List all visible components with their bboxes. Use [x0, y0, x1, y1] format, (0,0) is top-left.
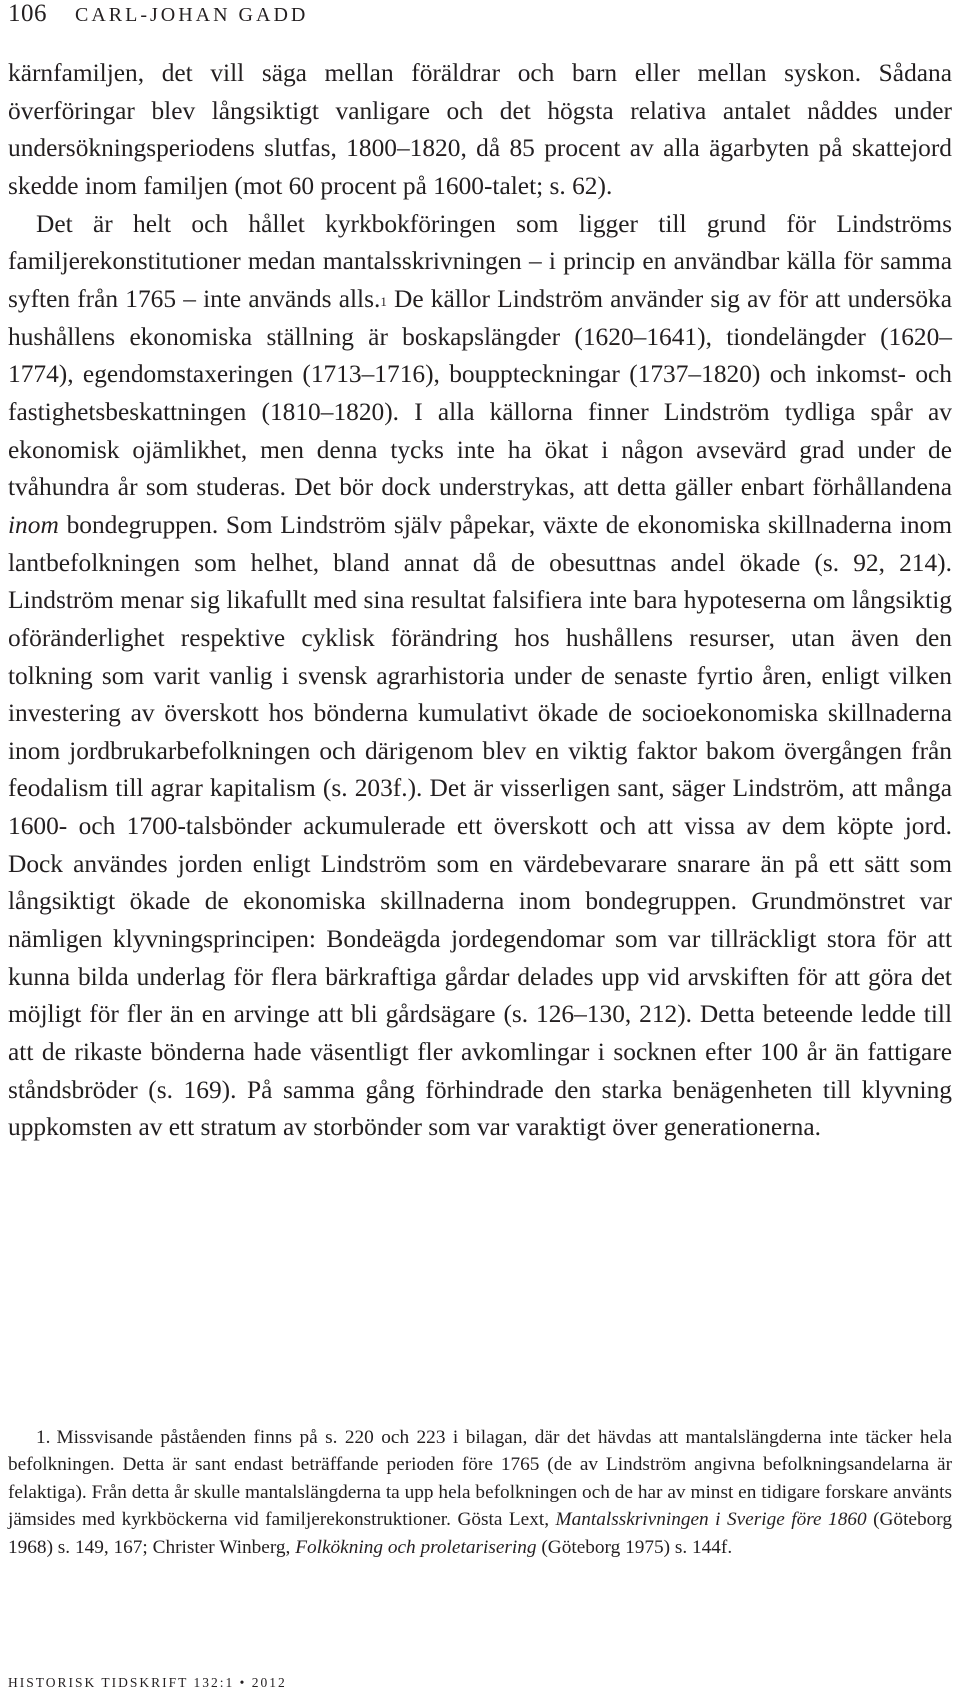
footnotes	[8, 1424, 952, 1561]
footnote-text-3: (Göteborg 1975) s. 144f.	[536, 1536, 733, 1558]
running-author: CARL-JOHAN GADD	[75, 4, 309, 26]
running-header	[8, 0, 308, 34]
footnote-title-1: Mantalsskrivningen i Sverige före 1860	[555, 1509, 867, 1531]
paragraph-2-part-1: Det är helt och hållet kyrkbokföringen som ligger till grund för Lindströms familjerekonstitutioner medan mantalsskrivningen – i princip en användbar källa för samma syften från 1765 – inte används alls.	[8, 209, 952, 313]
paragraph-2	[8, 206, 952, 1147]
page-number: 106	[8, 0, 47, 27]
paragraph-1: kärnfamiljen, det vill säga mellan föräldrar och barn eller mellan syskon. Sådana överföringar blev långsiktigt vanligare och det högsta relativa antalet nåddes under undersökningsperiodens slutfas, 1800–1820, då 85 procent av alla ägarbyten på skattejord skedde inom familjen (mot 60 procent på 1600-talet; s. 62).	[8, 59, 952, 200]
paragraph-2-part-3: bondegruppen. Som Lindström själv påpekar, växte de ekonomiska skillnaderna inom lantbefolkningen som helhet, bland annat då de obesuttnas andel ökade (s. 92, 214). Lindström menar sig likafullt med sina resultat falsifiera inte bara hypoteserna om långsiktig oföränderlighet respektive cyklisk förändring hos hushållens resurser, utan även den tolkning som varit vanlig i svensk agrarhistoria under de senaste fyrtio åren, enligt vilken investering av överskott hos bönderna kumulativt ökade de socioekonomiska skillnaderna inom jordbrukarbefolkningen och därigenom blev en viktig faktor bakom övergången från feodalism till agrar kapitalism (s. 203f.). Det är visserligen sant, säger Lindström, att många 1600- och 1700-talsbönder ackumulerade ett överskott och att vissa av dem köpte jord. Dock användes jorden enligt Lindström som en värdebevarare snarare än på ett sätt som långsiktigt ökade de ekonomiska skillnaderna inom bondegruppen. Grundmönstret var nämligen klyvningsprincipen: Bondeägda jordegendomar som var tillräckligt stora för att kunna bilda underlag för flera bärkraftiga gårdar delades upp vid arvskiften för att göra det möjligt för fler än en arvinge att bli gårdsägare (s. 126–130, 212). Detta beteende ledde till att de rikaste bönderna hade väsentligt fler avkomlingar i socknen efter 100 år än fattigare ståndsbröder (s. 169). På samma gång förhindrade den starka benägenheten till klyvning uppkomsten av ett stratum av storbönder som var varaktigt över generationerna.	[8, 510, 952, 1142]
footnote-1	[8, 1424, 952, 1561]
footnote-text-2: (Göteborg 1968) s. 149, 167; Christer Winberg,	[8, 1509, 952, 1558]
emphasis-inom: inom	[8, 510, 59, 539]
footnote-text-1: Missvisande påståenden finns på s. 220 och 223 i bilagan, där det hävdas att mantalslängderna inte täcker hela befolkningen. Detta är sant endast beträffande perioden före 1765 (de av Lindström angivna befolkningsandelarna är felaktiga). Från detta år skulle mantalslängderna ta upp hela befolkningen och de har av minst en tidigare forskare använts jämsides med kyrkböckerna vid familjerekonstruktioner. Gösta Lext,	[8, 1427, 952, 1531]
footnote-title-2: Folkökning och proletarisering	[295, 1536, 537, 1558]
footnote-ref[interactable]: 1	[380, 293, 387, 309]
footnote-number: 1.	[36, 1427, 51, 1448]
running-footer: HISTORISK TIDSKRIFT 132:1 • 2012	[8, 1675, 287, 1690]
paragraph-2-part-2: De källor Lindström använder sig av för att undersöka hushållens ekonomiska ställning är boskapslängder (1620–1641), tiondelängder (1620–1774), egendomstaxeringen (1713–1716), bouppteckningar (1737–1820) och inkomst- och fastighetsbeskattningen (1810–1820). I alla källorna finner Lindström tydliga spår av ekonomisk ojämlikhet, men denna tycks inte ha ökat i någon avsevärd grad under de tvåhundra år som studeras. Det bör dock understrykas, att detta gäller enbart förhållandena	[8, 284, 952, 502]
main-text	[8, 55, 952, 1147]
